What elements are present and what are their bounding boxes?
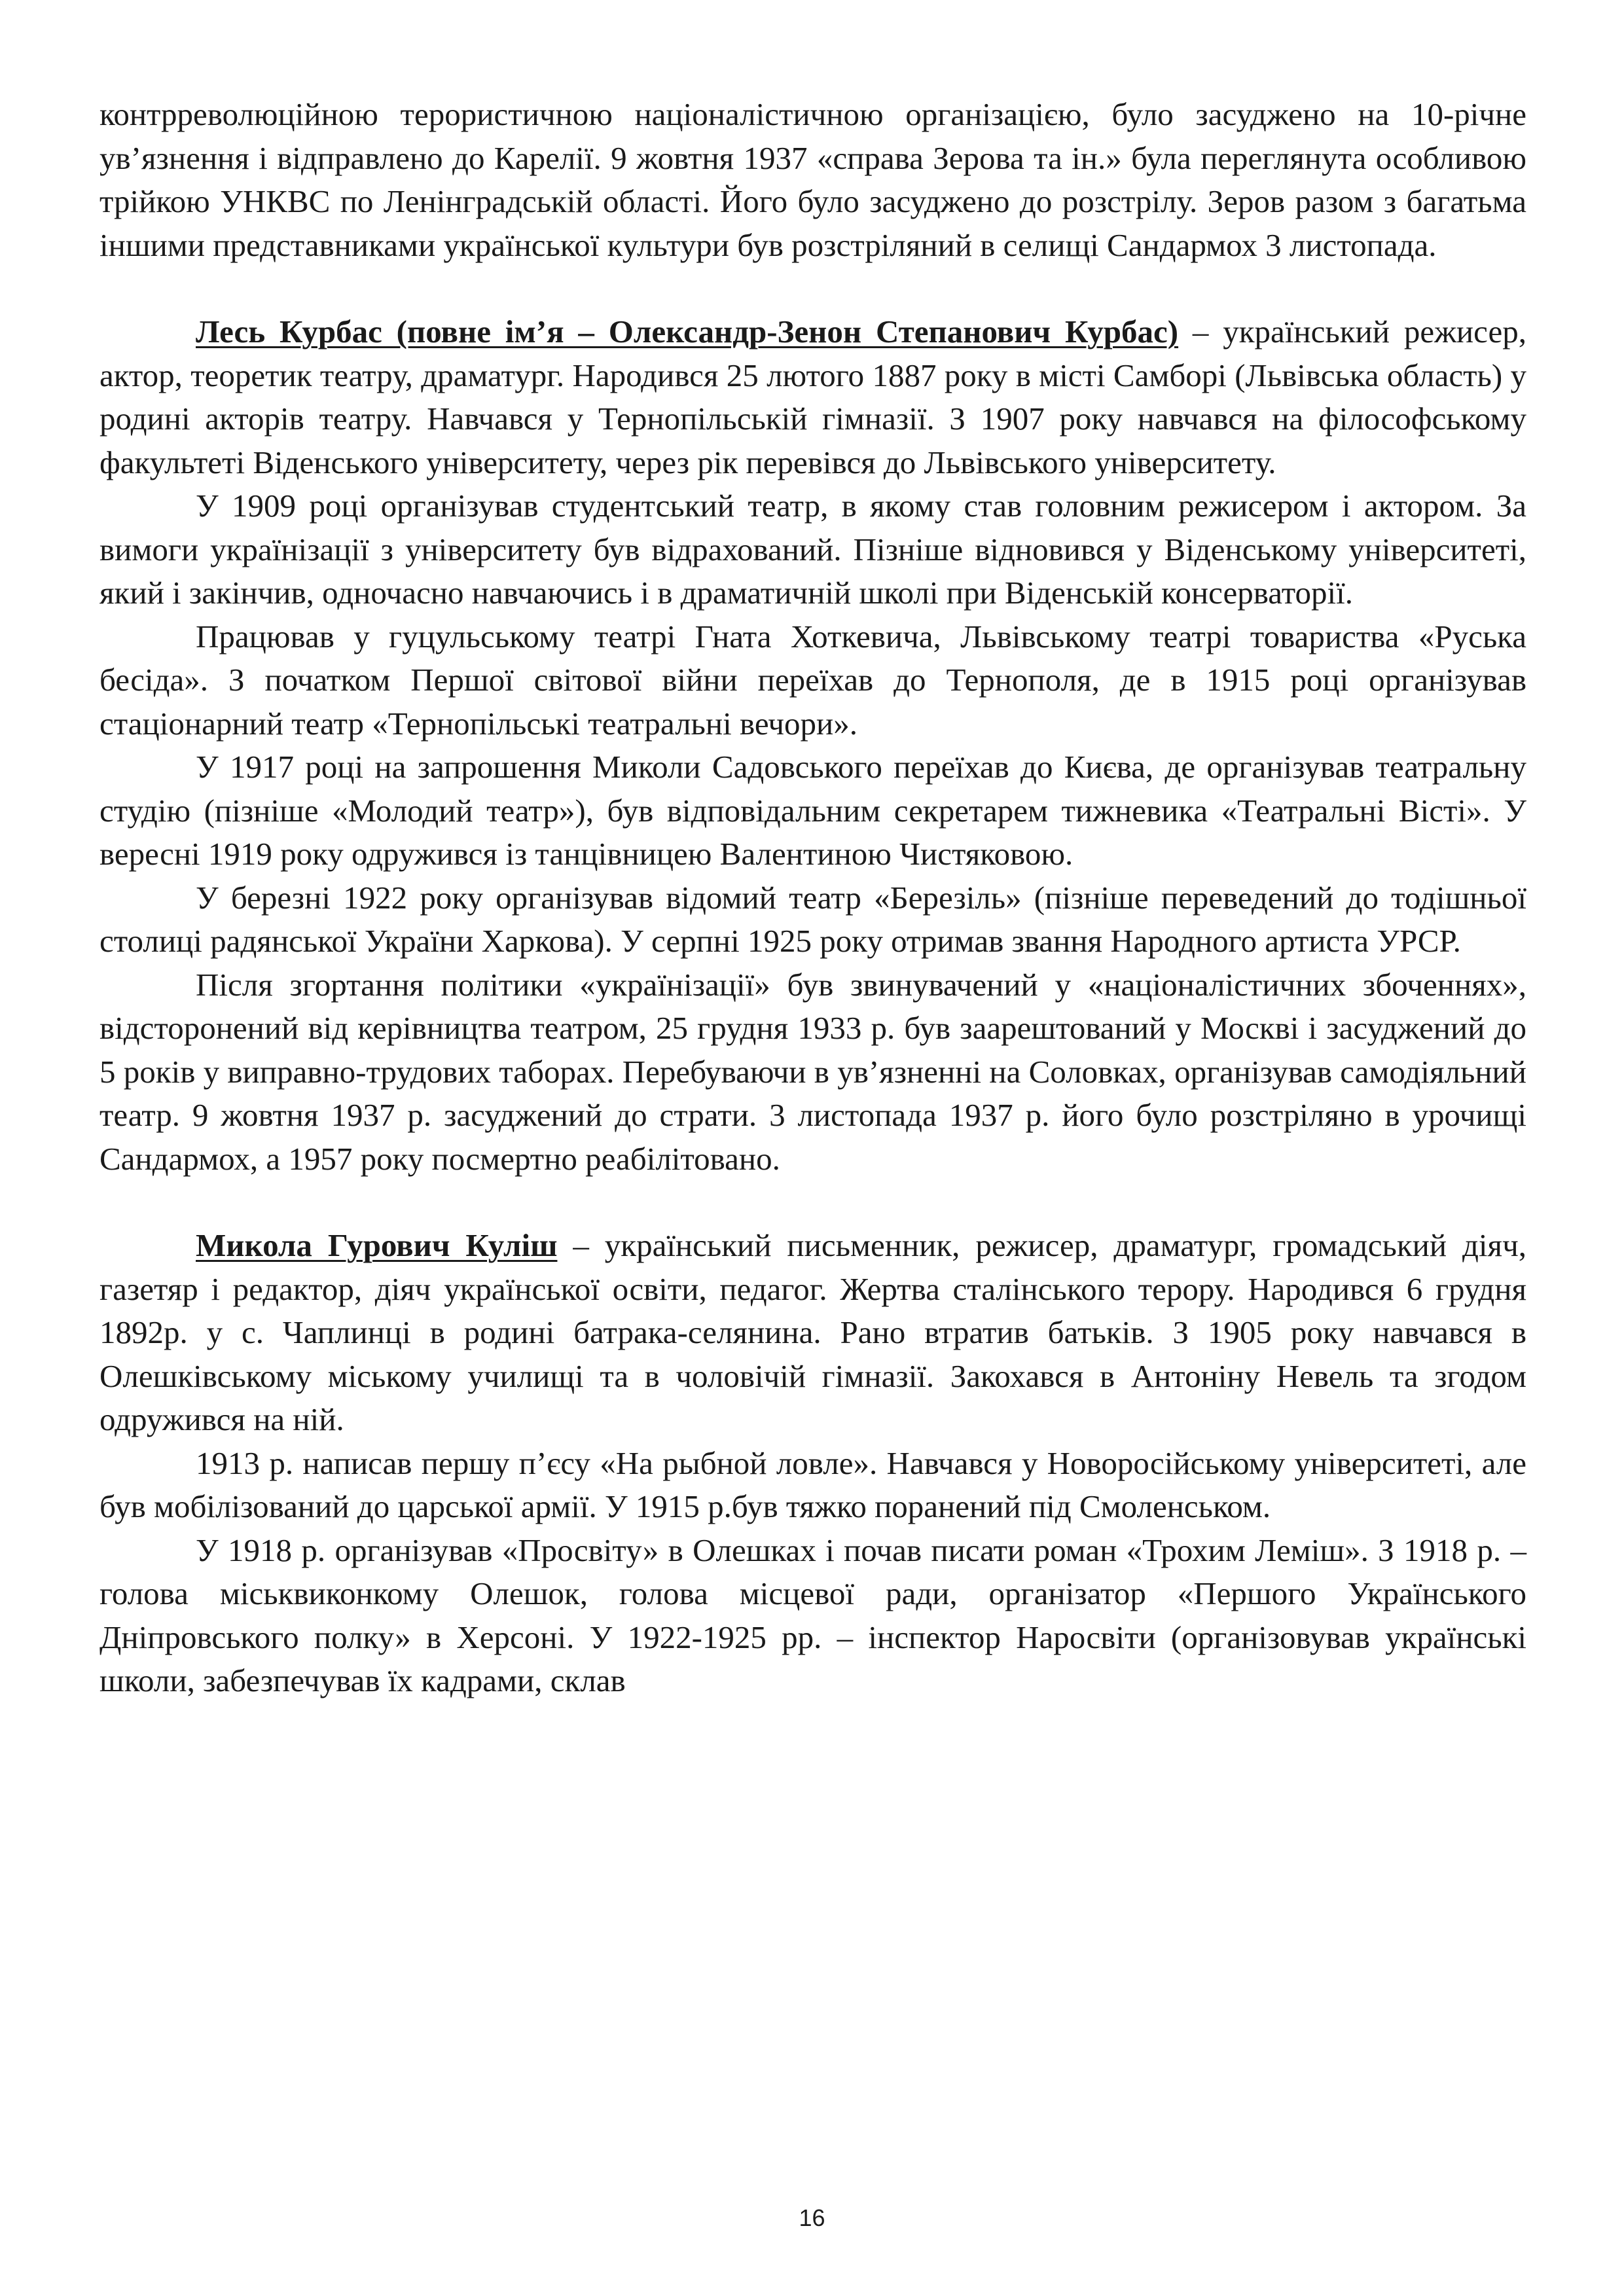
intro-paragraph: контрреволюційною терористичною націоналістичною організацією, було засуджено на 10-річне ув’язнення і відправлено до Карелії. 9 жовтня 1937 «справа Зерова та ін.» була переглянута особливою трійкою УНКВС по Ленінградській області. Його було засуджено до розстрілу. Зеров разом з багатьма іншими представниками української культури був розстріляний в селищі Сандармох 3 листопада. [99, 96, 1526, 263]
kulish-paragraph-2: 1913 р. написав першу п’єсу «На рыбной ловле». Навчався у Новоросійському університеті, але був мобілізований до царської армії. У 1915 р.був тяжко поранений під Смоленськом. [99, 1444, 1526, 1524]
kurbas-paragraph-1-text: – український режисер, актор, теоретик театру, драматург. Народився 25 лютого 1887 року в місті Самборі (Львівська область) у родині акторів театру. Навчався у Тернопільській гімназії. З 1907 року навчався на філософському факультеті Віденського університету, через рік перевівся до Львівського університету. [99, 314, 1526, 480]
kulish-paragraph-1-text: – український письменник, режисер, драматург, громадський діяч, газетяр і редактор, діяч української освіти, педагог. Жертва сталінського терору. Народився 6 грудня 1892р. у с. Чаплинці в родині батрака-селянина. Рано втратив батьків. З 1905 року навчався в Олешківському міському училищі та в чоловічій гімназії. Закохався в Антоніну Невель та згодом одружився на ній. [99, 1227, 1526, 1437]
kurbas-paragraph-6: Після згортання політики «українізації» був звинувачений у «націоналістичних збоченнях», відсторонений від керівництва театром, 25 грудня 1933 р. був заарештований у Москві і засуджений до 5 років у виправно-трудових таборах. Перебуваючи в ув’язненні на Соловках, організував самодіяльний театр. 9 жовтня 1937 р. засуджений до страти. 3 листопада 1937 р. його було розстріляно в урочищі Сандармох, а 1957 року посмертно реабілітовано. [99, 966, 1526, 1177]
kurbas-paragraph-1 [99, 310, 1526, 484]
kulish-paragraph-3: У 1918 р. організував «Просвіту» в Олешках і почав писати роман «Трохим Леміш». З 1918 р. – голова міськвиконкому Олешок, голова місцевої ради, організатор «Першого Українського Дніпровського полку» в Херсоні. У 1922-1925 рр. – інспектор Наросвіти (організовував українські школи, забезпечував їх кадрами, склав [99, 1532, 1526, 1698]
kulish-name-heading: Микола Гурович Куліш [196, 1227, 558, 1263]
kurbas-paragraph-3: Працював у гуцульському театрі Гната Хоткевича, Львівському театрі товариства «Руська бесіда». З початком Першої світової війни переїхав до Тернополя, де в 1915 році організував стаціонарний театр «Тернопільські театральні вечори». [99, 618, 1526, 742]
kurbas-paragraph-5: У березні 1922 року організував відомий театр «Березіль» (пізніше переведений до тодішньої столиці радянської України Харкова). У серпні 1925 року отримав звання Народного артиста УРСР. [99, 879, 1526, 959]
section-gap [99, 1181, 1526, 1224]
kurbas-name-heading: Лесь Курбас (повне ім’я – Олександр-Зенон Степанович Курбас) [196, 314, 1179, 350]
kulish-paragraph-1 [99, 1224, 1526, 1442]
section-gap [99, 267, 1526, 310]
document-page [99, 93, 1526, 1703]
kurbas-paragraph-4: У 1917 році на запрошення Миколи Садовського переїхав до Києва, де організував театральну студію (пізніше «Молодий театр»), був відповідальним секретарем тижневика «Театральні Вісті». У вересні 1919 року одружився із танцівницею Валентиною Чистяковою. [99, 749, 1526, 872]
page-number: 16 [799, 2204, 825, 2231]
kurbas-paragraph-2: У 1909 році організував студентський театр, в якому став головним режисером і актором. За вимоги українізації з університету був відрахований. Пізніше відновився у Віденському університеті, який і закінчив, одночасно навчаючись і в драматичній школі при Віденській консерваторії. [99, 488, 1526, 611]
